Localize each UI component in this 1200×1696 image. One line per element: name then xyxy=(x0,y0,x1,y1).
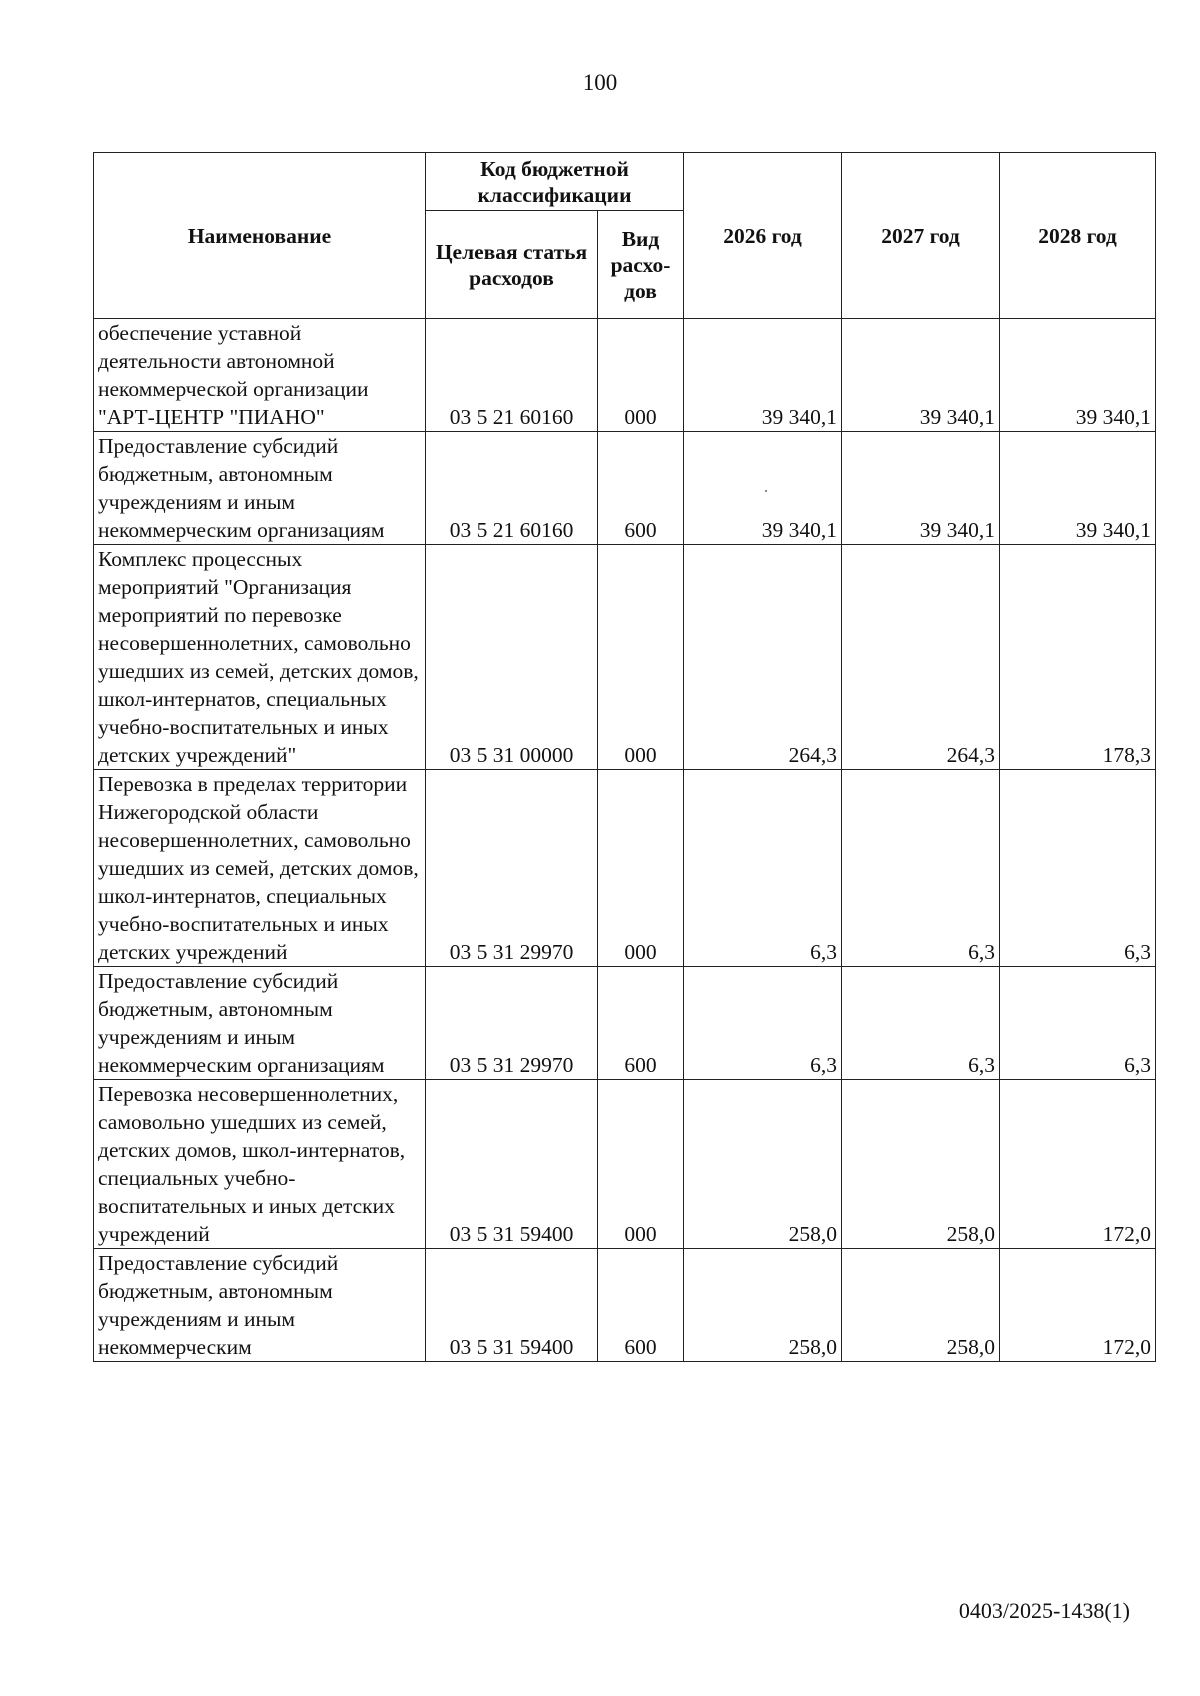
header-target-article: Целевая статья расходов xyxy=(426,211,598,319)
row-value-2028: 39 340,1 xyxy=(1000,319,1156,432)
row-value-2027: 258,0 xyxy=(842,1080,1000,1249)
row-expense-type-cell: 600 xyxy=(598,432,684,545)
row-value-2026: 39 340,1 xyxy=(684,319,842,432)
row-value-2028: 6,3 xyxy=(1000,770,1156,967)
table-row xyxy=(94,770,1156,967)
row-expense-type-cell: 000 xyxy=(598,545,684,770)
budget-table xyxy=(93,152,1156,1362)
row-value-2027: 6,3 xyxy=(842,770,1000,967)
header-name: Наименование xyxy=(94,153,426,319)
page-number: 100 xyxy=(582,70,618,95)
row-expense-type-cell: 000 xyxy=(598,770,684,967)
row-name-cell: обеспечение уставной деятельности автономной некоммерческой организации "АРТ-ЦЕНТР "ПИАНО" xyxy=(94,319,426,432)
row-value-2026: 6,3 xyxy=(684,967,842,1080)
row-value-2026: 39 340,1 xyxy=(684,432,842,545)
header-year-2027: 2027 год xyxy=(842,153,1000,319)
document-id: 0403/2025-1438(1) xyxy=(958,1598,1130,1623)
row-code-cell: 03 5 31 00000 xyxy=(426,545,598,770)
row-value-2027: 39 340,1 xyxy=(842,432,1000,545)
row-value-2026: 6,3 xyxy=(684,770,842,967)
row-expense-type-cell: 600 xyxy=(598,1249,684,1362)
row-code-cell: 03 5 31 29970 xyxy=(426,770,598,967)
row-name-cell: Предоставление субсидий бюджетным, автономным учреждениям и иным некоммерческим xyxy=(94,1249,426,1362)
row-name-cell: Предоставление субсидий бюджетным, автономным учреждениям и иным некоммерческим организациям xyxy=(94,432,426,545)
table-row xyxy=(94,432,1156,545)
row-expense-type-cell: 600 xyxy=(598,967,684,1080)
row-value-2028: 6,3 xyxy=(1000,967,1156,1080)
header-expense-type: Вид расхо-дов xyxy=(598,211,684,319)
table-row xyxy=(94,1080,1156,1249)
row-value-2027: 264,3 xyxy=(842,545,1000,770)
row-code-cell: 03 5 21 60160 xyxy=(426,432,598,545)
row-value-2028: 172,0 xyxy=(1000,1080,1156,1249)
row-value-2028: 39 340,1 xyxy=(1000,432,1156,545)
row-value-2028: 178,3 xyxy=(1000,545,1156,770)
scan-speck xyxy=(765,490,767,492)
row-name-cell: Перевозка в пределах территории Нижегородской области несовершеннолетних, самовольно ушедших из семей, детских домов, школ-интернатов, специальных учебно-воспитательных и иных детских учреждений xyxy=(94,770,426,967)
row-expense-type-cell: 000 xyxy=(598,1080,684,1249)
row-code-cell: 03 5 31 29970 xyxy=(426,967,598,1080)
row-value-2026: 264,3 xyxy=(684,545,842,770)
row-expense-type-cell: 000 xyxy=(598,319,684,432)
table-row xyxy=(94,1249,1156,1362)
table-body xyxy=(94,319,1156,1362)
row-value-2027: 6,3 xyxy=(842,967,1000,1080)
table-row xyxy=(94,967,1156,1080)
row-name-cell: Перевозка несовершеннолетних, самовольно ушедших из семей, детских домов, школ-интернатов, специальных учебно-воспитательных и иных детских учреждений xyxy=(94,1080,426,1249)
row-name-cell: Комплекс процессных мероприятий "Организация мероприятий по перевозке несовершеннолетних, самовольно ушедших из семей, детских домов, школ-интернатов, специальных учебно-воспитательных и иных детских учреждений" xyxy=(94,545,426,770)
table-header xyxy=(94,153,1156,319)
header-year-2026: 2026 год xyxy=(684,153,842,319)
row-code-cell: 03 5 21 60160 xyxy=(426,319,598,432)
table-row xyxy=(94,319,1156,432)
row-value-2026: 258,0 xyxy=(684,1249,842,1362)
row-value-2026: 258,0 xyxy=(684,1080,842,1249)
row-value-2027: 258,0 xyxy=(842,1249,1000,1362)
row-code-cell: 03 5 31 59400 xyxy=(426,1249,598,1362)
row-value-2028: 172,0 xyxy=(1000,1249,1156,1362)
header-year-2028: 2028 год xyxy=(1000,153,1156,319)
row-value-2027: 39 340,1 xyxy=(842,319,1000,432)
table-row xyxy=(94,545,1156,770)
row-name-cell: Предоставление субсидий бюджетным, автономным учреждениям и иным некоммерческим организациям xyxy=(94,967,426,1080)
header-code-group: Код бюджетной классификации xyxy=(426,153,684,211)
row-code-cell: 03 5 31 59400 xyxy=(426,1080,598,1249)
